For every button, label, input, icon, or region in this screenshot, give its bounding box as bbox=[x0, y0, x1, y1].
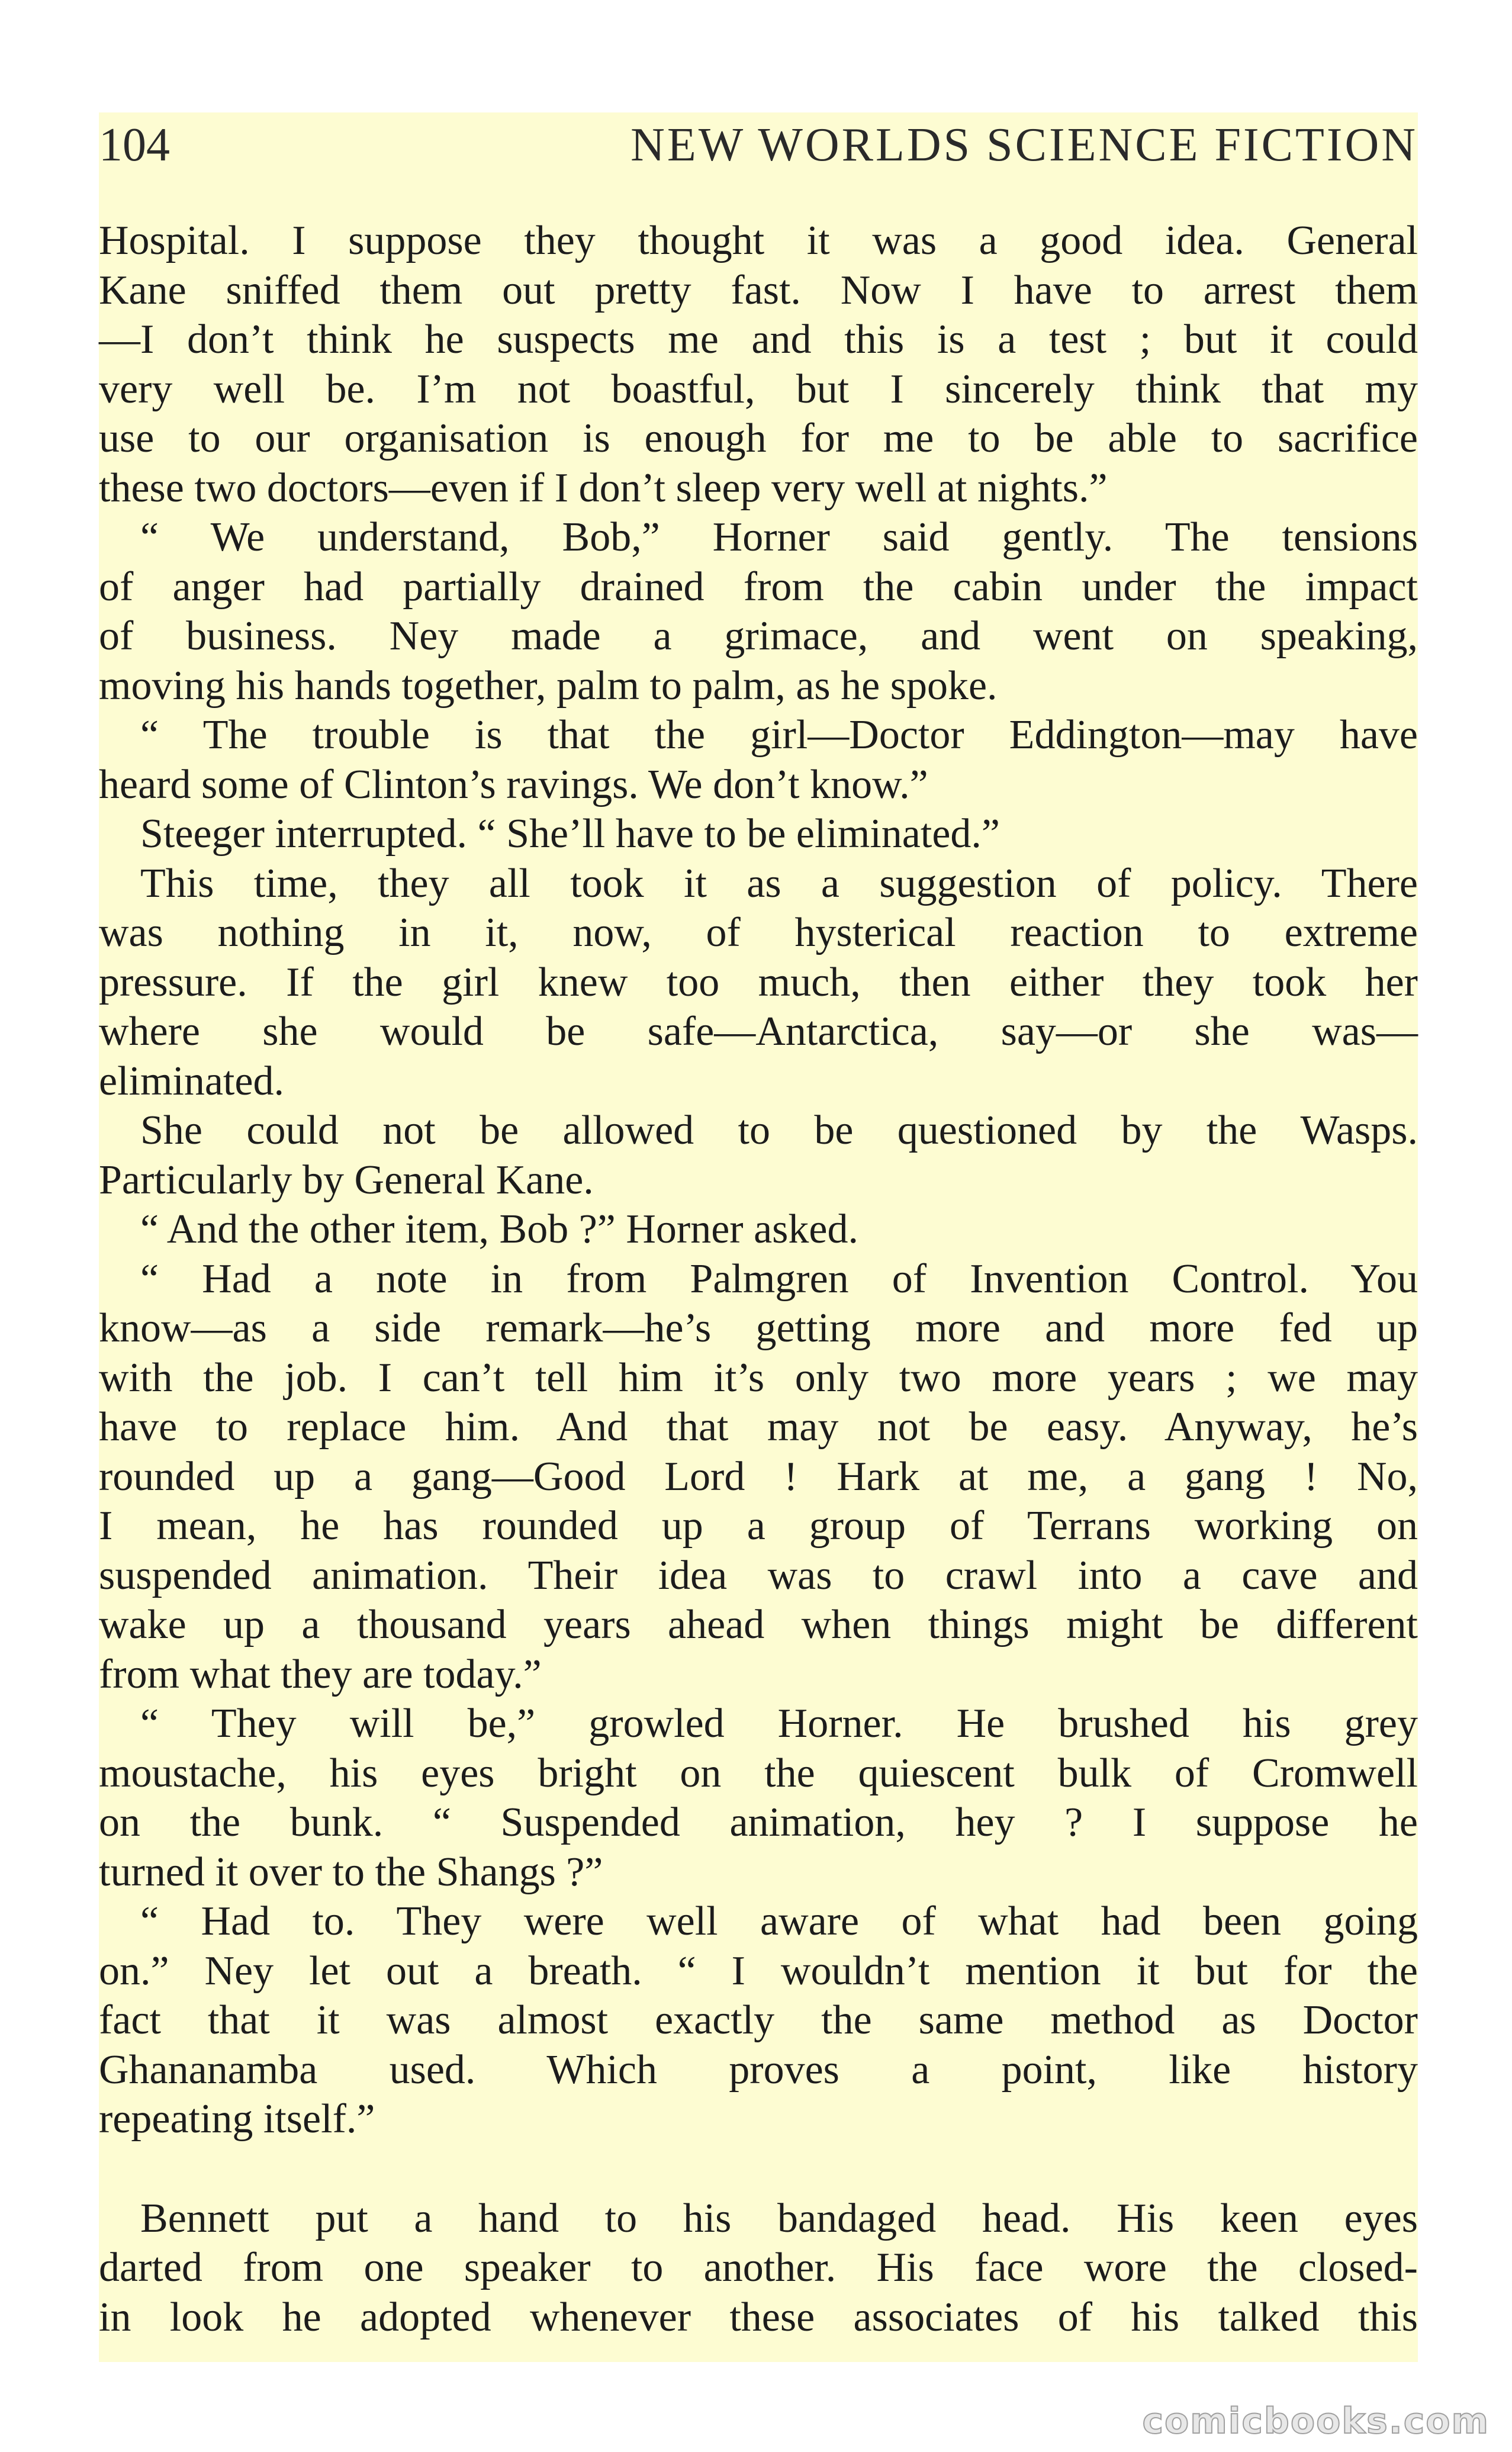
text-line: Ghananamba used. Which proves a point, like history bbox=[99, 2046, 1418, 2093]
text-line: fact that it was almost exactly the same method as Doctor bbox=[99, 1997, 1418, 2043]
body-text bbox=[99, 216, 1418, 2342]
text-line: was nothing in it, now, of hysterical reaction to extreme bbox=[99, 910, 1418, 955]
text-line: these two doctors—even if I don’t sleep very well at nights.” bbox=[99, 465, 1108, 511]
text-line: use to our organisation is enough for me to be able to sacrifice bbox=[99, 416, 1418, 461]
text-line: eliminated. bbox=[99, 1058, 284, 1104]
text-line: Kane sniffed them out pretty fast. Now I have to arrest them bbox=[99, 267, 1418, 313]
site-watermark: comicbooks.com bbox=[1142, 2400, 1490, 2442]
text-line: This time, they all took it as a suggestion of policy. There bbox=[140, 860, 1418, 906]
text-line: with the job. I can’t tell him it’s only two more years ; we may bbox=[99, 1354, 1418, 1401]
text-line: “ The trouble is that the girl—Doctor Eddington—may have bbox=[140, 712, 1418, 758]
text-line: heard some of Clinton’s ravings. We don’t know.” bbox=[99, 761, 928, 807]
text-line: “ And the other item, Bob ?” Horner asked. bbox=[140, 1206, 858, 1252]
text-line: She could not be allowed to be questioned by the Wasps. bbox=[140, 1108, 1418, 1153]
text-line: “ We understand, Bob,” Horner said gently. The tensions bbox=[140, 514, 1418, 560]
text-line: in look he adopted whenever these associates of his talked this bbox=[99, 2294, 1418, 2340]
text-line: darted from one speaker to another. His face wore the closed- bbox=[99, 2245, 1418, 2290]
text-line: I mean, he has rounded up a group of Terrans working on bbox=[99, 1503, 1418, 1549]
text-line: repeating itself.” bbox=[99, 2096, 375, 2142]
text-line: Steeger interrupted. “ She’ll have to be eliminated.” bbox=[140, 811, 1000, 857]
text-line: suspended animation. Their idea was to crawl into a cave and bbox=[99, 1552, 1418, 1598]
text-line: turned it over to the Shangs ?” bbox=[99, 1849, 603, 1895]
text-line: on the bunk. “ Suspended animation, hey ? I suppose he bbox=[99, 1800, 1418, 1845]
text-line: know—as a side remark—he’s getting more and more fed up bbox=[99, 1305, 1418, 1351]
text-line: of anger had partially drained from the cabin under the impact bbox=[99, 564, 1418, 610]
text-line: rounded up a gang—Good Lord ! Hark at me, a gang ! No, bbox=[99, 1453, 1418, 1499]
text-line: —I don’t think he suspects me and this is a test ; but it could bbox=[99, 317, 1418, 362]
text-line: Bennett put a hand to his bandaged head. His keen eyes bbox=[140, 2195, 1418, 2241]
text-line: “ They will be,” growled Horner. He brushed his grey bbox=[140, 1701, 1418, 1746]
paragraph-break bbox=[99, 2144, 1418, 2194]
text-line: Hospital. I suppose they thought it was a good idea. General bbox=[99, 218, 1418, 263]
text-line: moving his hands together, palm to palm, as he spoke. bbox=[99, 662, 998, 709]
text-line: on.” Ney let out a breath. “ I wouldn’t mention it but for the bbox=[99, 1948, 1418, 1994]
text-line: of business. Ney made a grimace, and went on speaking, bbox=[99, 613, 1418, 659]
text-line: moustache, his eyes bright on the quiescent bulk of Cromwell bbox=[99, 1750, 1418, 1796]
text-line: where she would be safe—Antarctica, say—or she was— bbox=[99, 1009, 1418, 1054]
text-line: very well be. I’m not boastful, but I sincerely think that my bbox=[99, 366, 1418, 412]
text-line: have to replace him. And that may not be easy. Anyway, he’s bbox=[99, 1404, 1418, 1450]
running-title: NEW WORLDS SCIENCE FICTION bbox=[630, 119, 1418, 171]
running-header bbox=[99, 112, 1418, 178]
text-line: Particularly by General Kane. bbox=[99, 1157, 594, 1203]
text-line: “ Had to. They were well aware of what had been going bbox=[140, 1898, 1418, 1944]
text-line: wake up a thousand years ahead when things might be different bbox=[99, 1602, 1418, 1647]
page-number: 104 bbox=[99, 119, 170, 171]
text-line: pressure. If the girl knew too much, then either they took her bbox=[99, 959, 1418, 1005]
text-line: from what they are today.” bbox=[99, 1651, 542, 1697]
text-line: “ Had a note in from Palmgren of Invention Control. You bbox=[140, 1256, 1418, 1302]
